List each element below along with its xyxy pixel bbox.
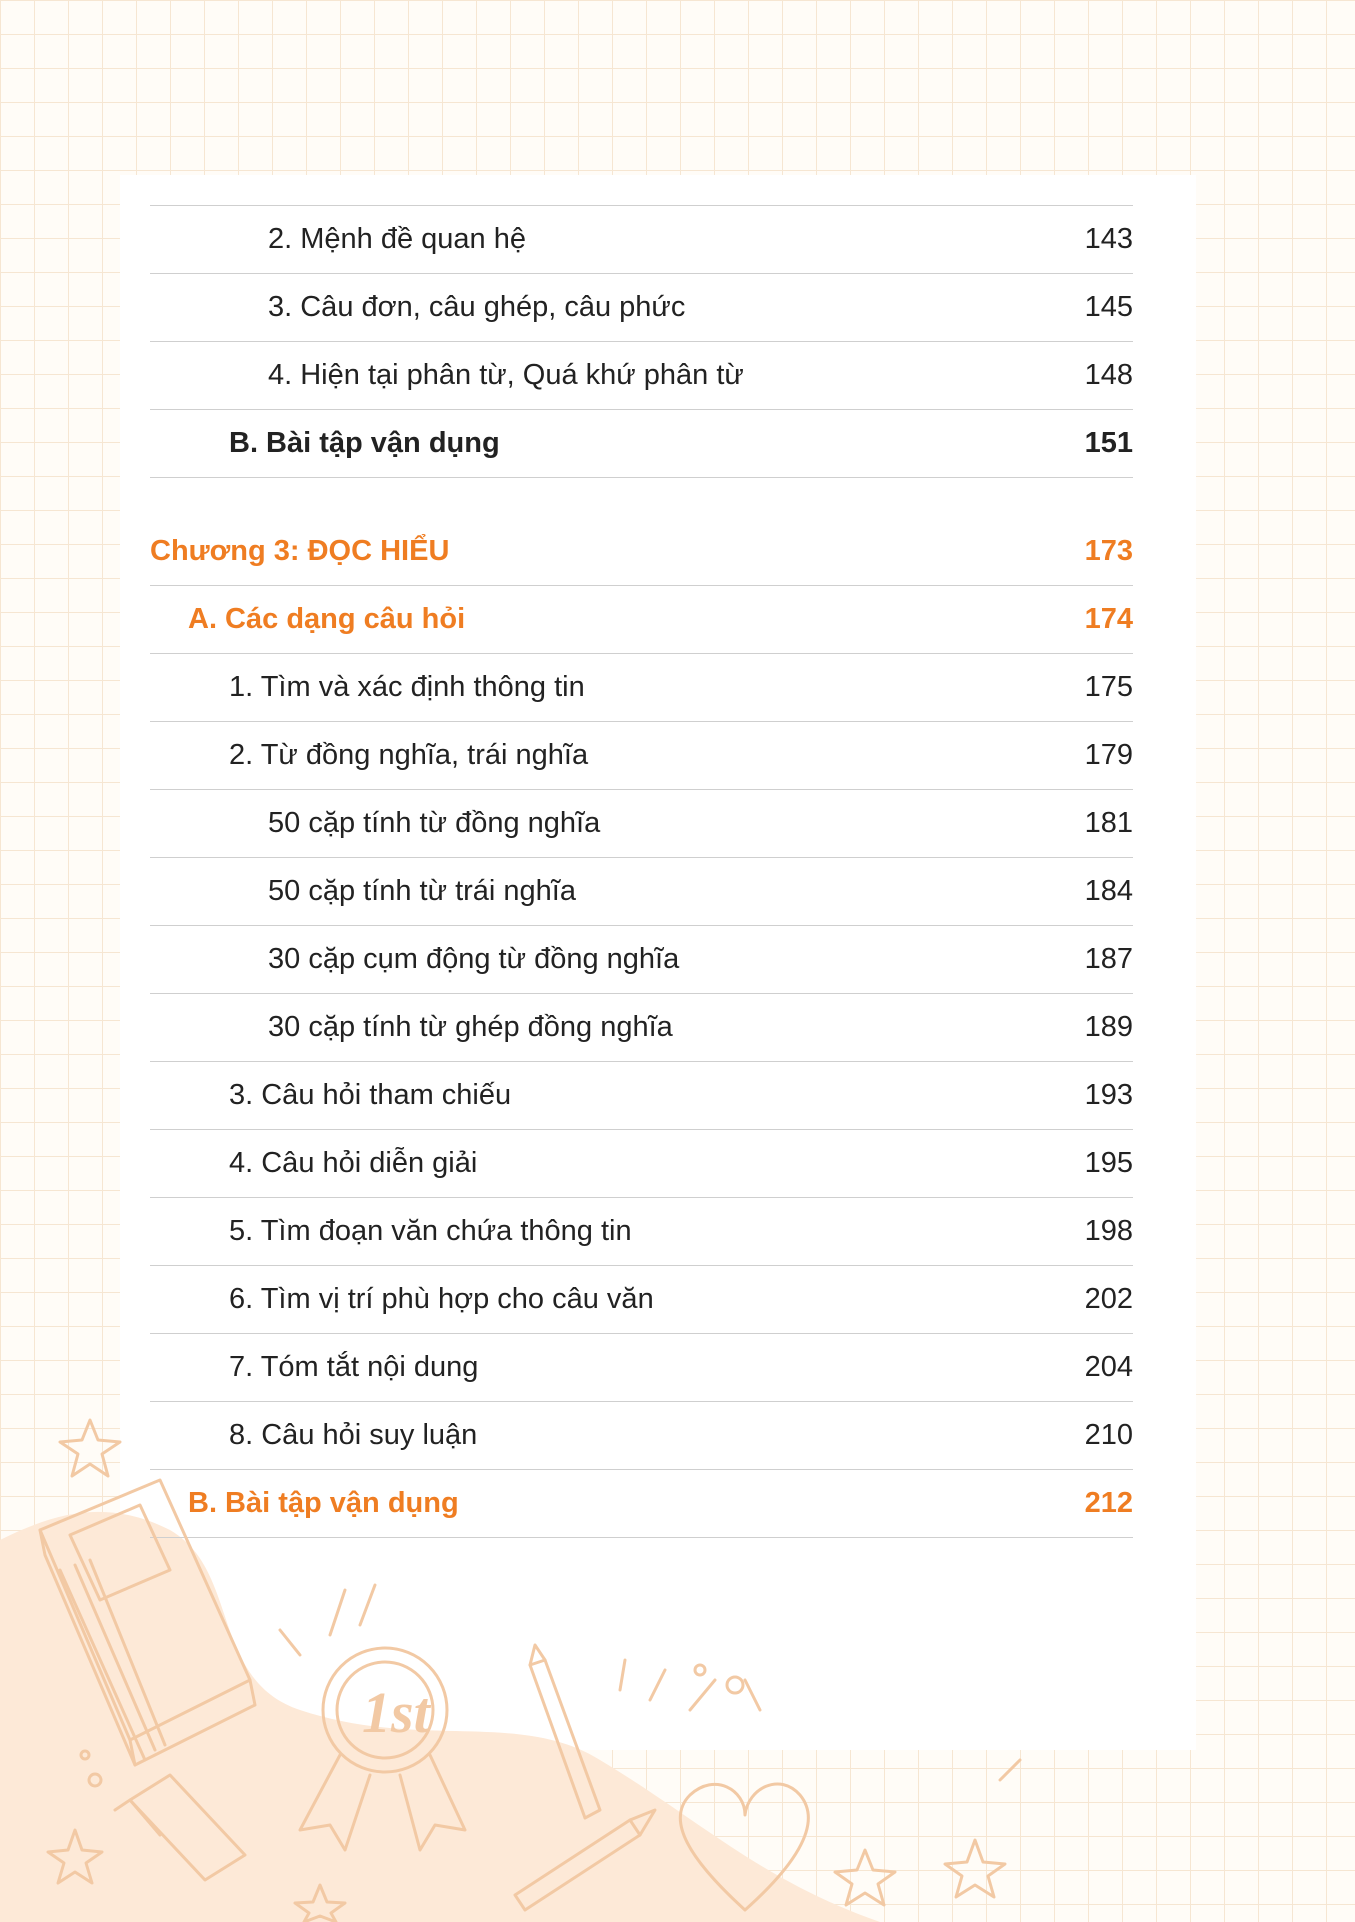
toc-row-page: 179 (1084, 739, 1133, 771)
chapter-spacer (150, 478, 1133, 518)
toc-row-title: 30 cặp cụm động từ đồng nghĩa (268, 943, 680, 975)
toc-row-page: 184 (1084, 875, 1133, 907)
toc-row-page: 210 (1084, 1419, 1133, 1451)
toc-row[interactable] (150, 654, 1133, 722)
toc-section-b[interactable] (150, 1470, 1133, 1538)
toc-row-title: 3. Câu đơn, câu ghép, câu phức (268, 291, 686, 323)
toc-row[interactable] (150, 858, 1133, 926)
toc-row-title: 50 cặp tính từ đồng nghĩa (268, 807, 601, 839)
toc-row[interactable] (150, 1334, 1133, 1402)
toc-row[interactable] (150, 994, 1133, 1062)
toc-row-page: 181 (1084, 807, 1133, 839)
toc-row[interactable] (150, 790, 1133, 858)
toc-row-page: 143 (1084, 223, 1133, 255)
toc-row-section[interactable] (150, 410, 1133, 478)
toc-row-title: 7. Tóm tắt nội dung (229, 1351, 479, 1383)
section-b-title: B. Bài tập vận dụng (188, 1487, 459, 1519)
toc-section-a[interactable] (150, 586, 1133, 654)
toc-row-page: 195 (1084, 1147, 1133, 1179)
toc-row[interactable] (150, 926, 1133, 994)
toc-row-title: 30 cặp tính từ ghép đồng nghĩa (268, 1011, 673, 1043)
toc-row-page: 193 (1084, 1079, 1133, 1111)
toc-row[interactable] (150, 1062, 1133, 1130)
toc-row-title: B. Bài tập vận dụng (229, 427, 500, 459)
toc-row-title: 4. Hiện tại phân từ, Quá khứ phân từ (268, 359, 744, 391)
toc-row-page: 198 (1084, 1215, 1133, 1247)
decorative-blob (0, 1500, 1355, 1922)
toc-row-title: 1. Tìm và xác định thông tin (229, 671, 585, 703)
toc-row-title: 50 cặp tính từ trái nghĩa (268, 875, 576, 907)
toc-row[interactable] (150, 1266, 1133, 1334)
toc-row[interactable] (150, 1402, 1133, 1470)
toc-row-title: 8. Câu hỏi suy luận (229, 1419, 478, 1451)
section-a-title: A. Các dạng câu hỏi (188, 603, 466, 635)
toc-row-title: 5. Tìm đoạn văn chứa thông tin (229, 1215, 632, 1247)
toc-row[interactable] (150, 1198, 1133, 1266)
toc-row-page: 175 (1084, 671, 1133, 703)
medal-badge-text: 1st (362, 1680, 430, 1745)
toc-row-title: 6. Tìm vị trí phù hợp cho câu văn (229, 1283, 654, 1315)
toc-row-page: 202 (1084, 1283, 1133, 1315)
toc-chapter-heading[interactable] (150, 518, 1133, 586)
toc-row-page: 187 (1084, 943, 1133, 975)
toc-row-title: 2. Từ đồng nghĩa, trái nghĩa (229, 739, 589, 771)
table-of-contents (150, 205, 1133, 1538)
star-icon (60, 1420, 120, 1476)
toc-row-page: 189 (1084, 1011, 1133, 1043)
toc-row[interactable] (150, 1130, 1133, 1198)
toc-row[interactable] (150, 205, 1133, 274)
toc-row-title: 4. Câu hỏi diễn giải (229, 1147, 478, 1179)
toc-row-title: 3. Câu hỏi tham chiếu (229, 1079, 512, 1111)
toc-row-page: 148 (1084, 359, 1133, 391)
section-a-page: 174 (1084, 603, 1133, 635)
toc-row-page: 204 (1084, 1351, 1133, 1383)
toc-row[interactable] (150, 722, 1133, 790)
chapter-page: 173 (1084, 535, 1133, 567)
toc-row[interactable] (150, 274, 1133, 342)
toc-row-page: 151 (1084, 427, 1133, 459)
section-b-page: 212 (1084, 1487, 1133, 1519)
chapter-title: Chương 3: ĐỌC HIỂU (150, 535, 450, 567)
toc-row[interactable] (150, 342, 1133, 410)
toc-row-page: 145 (1084, 291, 1133, 323)
toc-row-title: 2. Mệnh đề quan hệ (268, 223, 526, 255)
